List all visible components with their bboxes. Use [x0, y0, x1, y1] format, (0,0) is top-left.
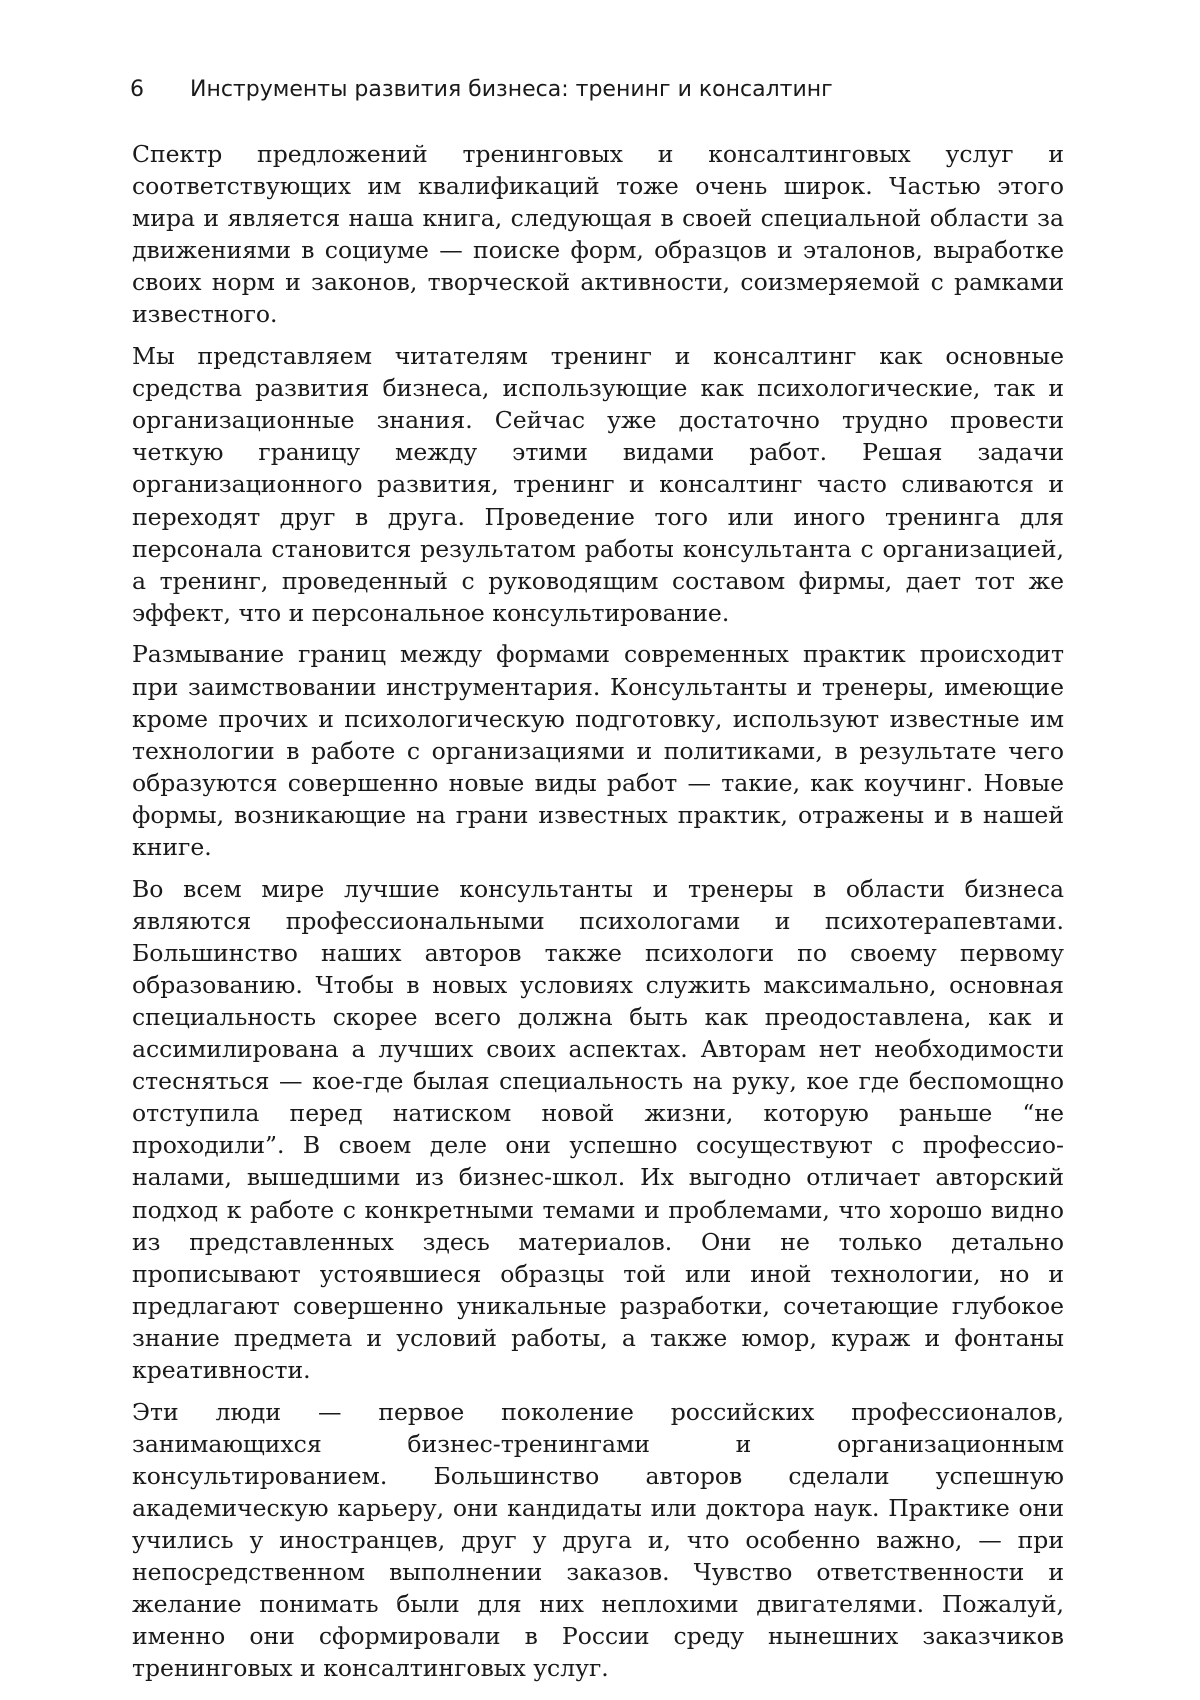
- paragraph-2: Мы представляем читателям тренинг и консалтинг как основные средства развития бизнеса, использующие как психологические, так и организационные знания. Сейчас уже достаточно трудно провести четкую границу между этими видами работ. Решая задачи организационного развития, тренинг и консалтинг часто сливаются и переходят друг в друга. Проведение того или иного тренинга для персонала становится результатом работы консультанта с организацией, а тренинг, проведенный с руководящим составом фирмы, дает тот же эффект, что и персональное консультирование.: [132, 342, 1064, 627]
- paragraph-5: Эти люди — первое поколение российских профессионалов, занимающихся бизнес-тренингами и организационным консультированием. Большинство авторов сделали успешную академическую карьеру, они кандидаты или доктора наук. Практике они учились у иностранцев, друг у друга и, что особенно важно, — при непосредственном выполнении заказов. Чувство ответственности и желание понимать были для них неплохими двигателями. Пожалуй, именно они сформировали в России среду нынешних заказчиков тренинговых и консалтинговых услуг.: [132, 1397, 1064, 1683]
- paragraph-1: Спектр предложений тренинговых и консалтинговых услуг и соответствующих им квалификаций тоже очень широк. Частью этого мира и является наша книга, следующая в своей специальной области за движениями в социуме — поиске форм, образцов и эталонов, выработке своих норм и законов, творческой активности, соизмеряемой с рамками известного.: [132, 140, 1064, 329]
- page-number: 6: [130, 77, 144, 102]
- body-text: [132, 138, 1064, 1694]
- running-header: [130, 70, 1090, 110]
- running-title: Инструменты развития бизнеса: тренинг и консалтинг: [190, 77, 833, 102]
- paragraph-4: Во всем мире лучшие консультанты и тренеры в области бизнеса являются профессиональными психологами и психотерапевтами. Большинство наших авторов также психологи по своему первому образованию. Чтобы в новых условиях служить максимально, основная специальность скорее всего должна быть как преодоставлена, как и ассимилирована а лучших своих аспектах. Авторам нет необходимости стесняться — кое-где былая специальность на руку, кое где беспомощно отступила перед натиском новой жизни, которую раньше “не проходили”. В своем деле они успешно сосуществуют с профессионалами, вышедшими из бизнес-школ. Их выгодно отличает авторский подход к работе с конкретными темами и проблемами, что хорошо видно из представленных здесь материалов. Они не только детально прописывают устоявшиеся образцы той или иной технологии, но и предлагают совершенно уникальные разработки, сочетающие глубокое знание предмета и условий работы, а также юмор, кураж и фонтаны креативности.: [132, 874, 1064, 1384]
- paragraph-3: Размывание границ между формами современных практик происходит при заимствовании инструментария. Консультанты и тренеры, имеющие кроме прочих и психологическую подготовку, используют известные им технологии в работе с организациями и политиками, в результате чего образуются совершенно новые виды работ — такие, как коучинг. Новые формы, возникающие на грани известных практик, отражены и в нашей книге.: [132, 640, 1064, 861]
